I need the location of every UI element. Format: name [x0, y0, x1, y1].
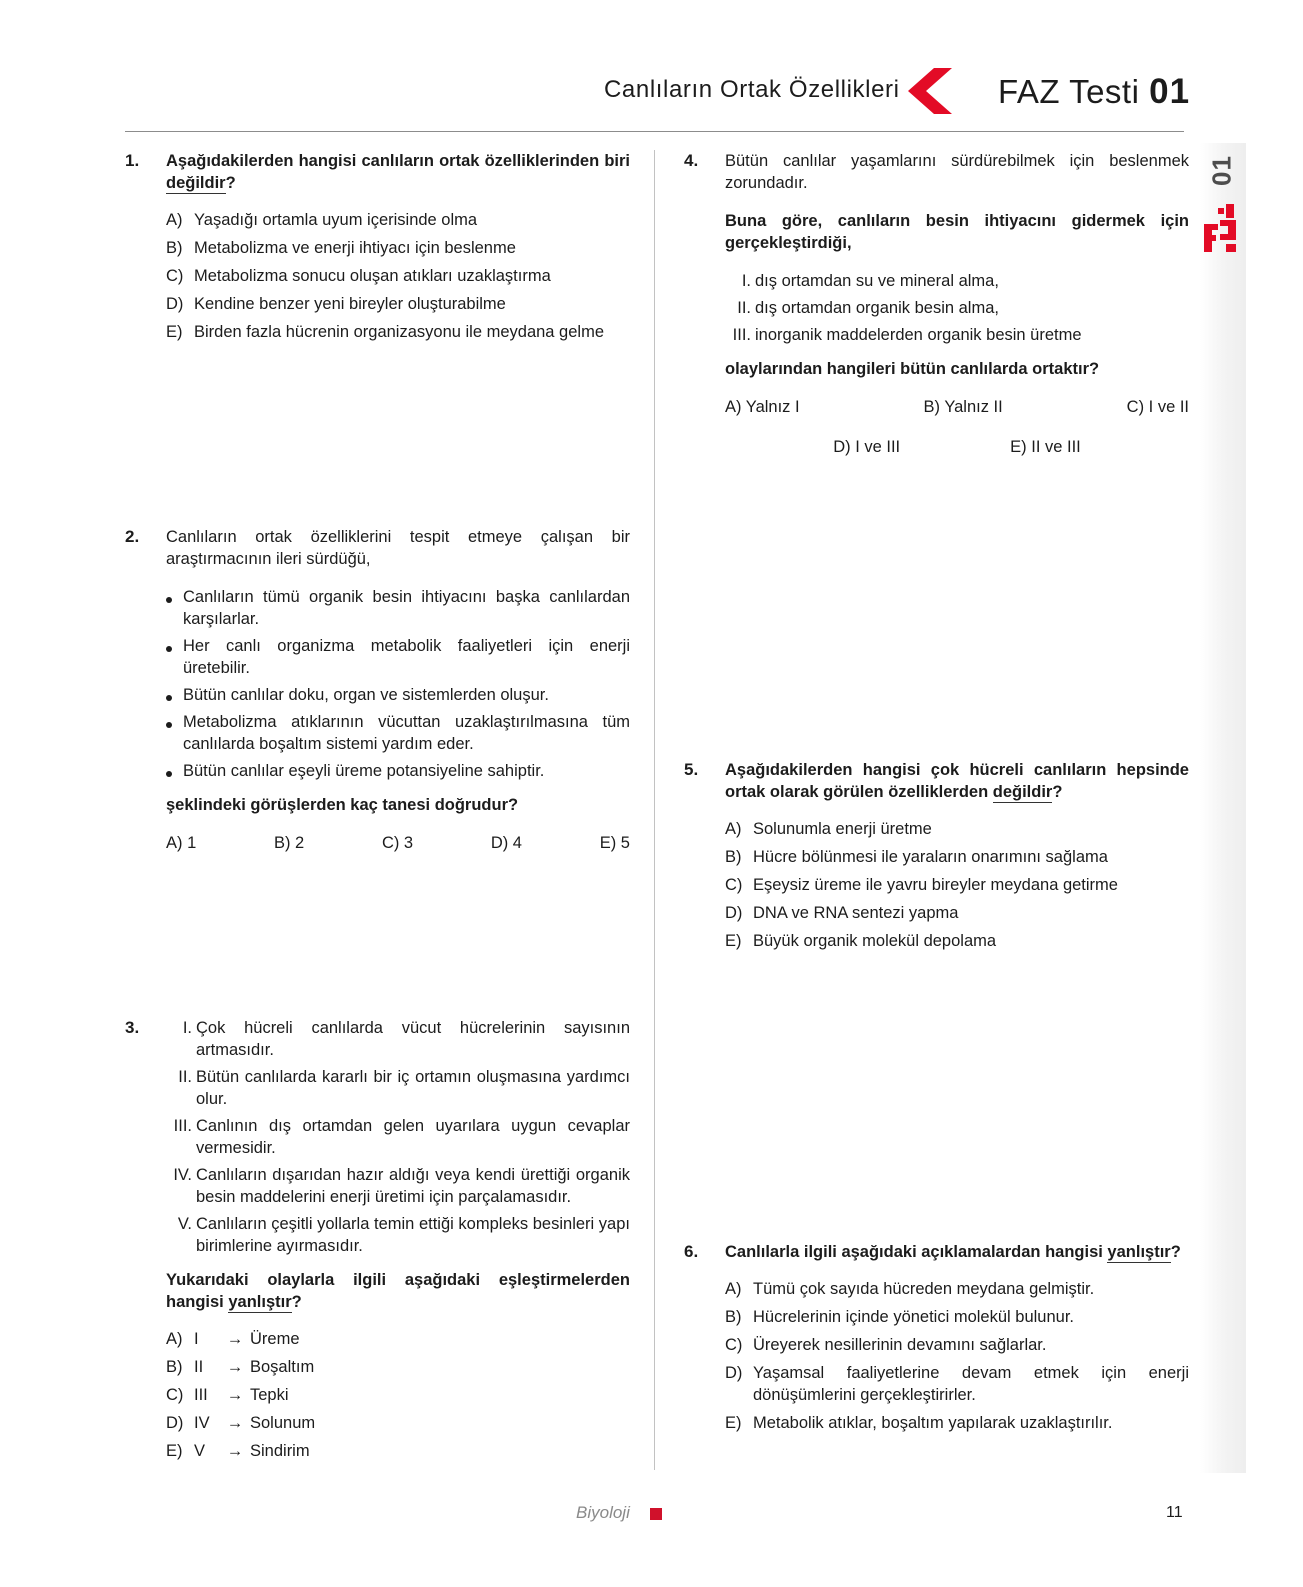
option-text: Birden fazla hücrenin organizasyonu ile meydana gelme [194, 323, 604, 341]
column-divider [654, 150, 655, 1470]
answer-option-e[interactable]: E) II ve III [1010, 438, 1081, 456]
stem-emphasis: yanlıştır [1107, 1243, 1171, 1261]
option-text: Tümü çok sayıda hücreden meydana gelmiştir. [753, 1280, 1095, 1298]
option-text: Metabolik atıklar, boşaltım yapılarak uzaklaştırılır. [753, 1414, 1113, 1432]
header-divider [125, 131, 1184, 132]
statement-number: II. [737, 299, 751, 317]
arrow-right-icon: → [226, 1414, 244, 1432]
statement-item [166, 1213, 630, 1257]
answer-option-b[interactable] [725, 1306, 1189, 1334]
answer-option-d[interactable] [725, 902, 1189, 930]
answer-option-c[interactable] [725, 1334, 1189, 1362]
question-number: 2. [125, 527, 140, 546]
side-tab [1200, 143, 1246, 1473]
claim-item: Bütün canlılar doku, organ ve sistemlerden oluşur. [166, 684, 630, 706]
question-number: 3. [125, 1018, 140, 1037]
statement-item [166, 1115, 630, 1159]
option-letter: A) [166, 211, 183, 229]
stem-text: ? [225, 174, 236, 192]
stem-emphasis: değildir [166, 174, 226, 192]
stem-text: Aşağıdakilerden hangisi canlıların ortak özelliklerinden biri [166, 152, 630, 170]
answer-option-d[interactable]: D) 4 [490, 834, 522, 852]
test-number: 01 [1149, 72, 1191, 111]
answer-option-c[interactable] [725, 874, 1189, 902]
claim-item: Canlıların tümü organik besin ihtiyacını başka canlılardan karşılarlar. [166, 586, 630, 630]
option-roman: V [194, 1442, 206, 1460]
option-letter: B) [166, 1358, 183, 1376]
answer-option-e[interactable] [166, 321, 630, 349]
question-stem [725, 759, 1189, 803]
answer-option-a[interactable]: A) 1 [166, 834, 197, 852]
stem-text: ? [1170, 1243, 1181, 1261]
option-letter: C) [166, 1386, 184, 1404]
answer-option-a[interactable] [725, 818, 1189, 846]
question-stem [725, 1241, 1189, 1263]
answer-option-e[interactable]: E) 5 [599, 834, 630, 852]
answer-option-a[interactable] [725, 1278, 1189, 1306]
option-text: Yaşamsal faaliyetlerine devam etmek için enerji dönüşümlerini gerçekleştirirler. [753, 1364, 1189, 1404]
question-body [166, 526, 630, 854]
statement-number: I. [182, 1019, 192, 1037]
option-text: Hücrelerinin içinde yönetici molekül bulunur. [753, 1308, 1075, 1326]
statement-text: Canlının dış ortamdan gelen uyarılara uygun cevaplar vermesidir. [196, 1117, 630, 1157]
statement-list [166, 1017, 630, 1257]
section-title: Canlıların Ortak Özellikleri [604, 76, 900, 103]
statement-item [725, 270, 1189, 292]
option-text: Tepki [250, 1386, 289, 1404]
statement-number: III. [173, 1117, 192, 1135]
option-text: Eşeysiz üreme ile yavru bireyler meydana getirme [753, 876, 1118, 894]
answer-options [725, 818, 1189, 958]
option-letter: A) [725, 1280, 742, 1298]
answer-option-b[interactable]: B) Yalnız II [923, 398, 1003, 416]
footer-subject: Biyoloji [576, 1503, 630, 1522]
answer-option-e[interactable] [725, 1412, 1189, 1440]
option-text: Üreyerek nesillerinin devamını sağlarlar. [753, 1336, 1047, 1354]
statement-item [166, 1017, 630, 1061]
option-letter: C) [725, 1336, 743, 1354]
option-text: Hücre bölünmesi ile yaraların onarımını sağlama [753, 848, 1108, 866]
question-intro: Canlıların ortak özelliklerini tespit etmeye çalışan bir araştırmacının ileri sürdüğü, [166, 528, 630, 568]
option-letter: D) [166, 1414, 184, 1432]
answer-options-row1 [725, 396, 1189, 418]
question-body [725, 1241, 1189, 1440]
statement-number: II. [178, 1068, 192, 1086]
stem-text: ? [291, 1293, 302, 1311]
option-letter: D) [166, 295, 184, 313]
option-letter: A) [166, 1330, 183, 1348]
statement-text: inorganik maddelerden organik besin üretme [755, 326, 1082, 344]
option-roman: II [194, 1358, 204, 1376]
test-title [998, 72, 1190, 112]
option-letter: D) [725, 904, 743, 922]
answer-options [166, 832, 630, 854]
question-body [725, 759, 1189, 958]
question-number: 5. [684, 760, 699, 779]
answer-option-d[interactable] [725, 1362, 1189, 1406]
side-tab-number: 01 [1206, 155, 1237, 186]
statement-text: Canlıların çeşitli yollarla temin ettiği kompleks besinleri yapı birimlerine ayırmasıdır. [196, 1215, 630, 1255]
stem-emphasis: değildir [992, 783, 1053, 801]
answer-option-b[interactable] [725, 846, 1189, 874]
answer-options-row2 [725, 436, 1189, 458]
answer-options [725, 1278, 1189, 1440]
answer-option-e[interactable] [725, 930, 1189, 958]
statement-item [725, 297, 1189, 319]
statement-number: III. [732, 326, 751, 344]
question-number: 4. [684, 151, 699, 170]
answer-option-d[interactable] [166, 293, 630, 321]
option-text: Büyük organik molekül depolama [753, 932, 997, 950]
statement-text: dış ortamdan su ve mineral alma, [755, 272, 999, 290]
answer-option-c[interactable] [166, 265, 630, 293]
option-letter: D) [725, 1364, 743, 1382]
option-letter: B) [725, 848, 742, 866]
answer-option-a[interactable] [166, 1328, 630, 1356]
page-number: 11 [1166, 1504, 1183, 1521]
option-letter: E) [166, 1442, 183, 1460]
answer-option-d[interactable]: D) I ve III [833, 438, 901, 456]
stem-emphasis: yanlıştır [228, 1293, 292, 1311]
statement-text: Çok hücreli canlılarda vücut hücrelerinin sayısının artmasıdır. [196, 1019, 630, 1059]
claim-item: Her canlı organizma metabolik faaliyetleri için enerji üretebilir. [166, 635, 630, 679]
answer-option-b[interactable] [166, 237, 630, 265]
question-body [166, 150, 630, 349]
answer-option-d[interactable] [166, 1412, 630, 1440]
option-text: Boşaltım [250, 1358, 315, 1376]
statement-number: I. [741, 272, 751, 290]
claim-item: Bütün canlılar eşeyli üreme potansiyeline sahiptir. [166, 760, 630, 782]
answer-option-b[interactable]: B) 2 [273, 834, 305, 852]
question-stem: Buna göre, canlıların besin ihtiyacını gidermek için gerçekleştirdiği, [725, 212, 1189, 252]
answer-option-c[interactable]: C) 3 [381, 834, 414, 852]
option-letter: C) [725, 876, 743, 894]
option-roman: III [194, 1386, 208, 1404]
option-letter: C) [166, 267, 184, 285]
question-stem: şeklindeki görüşlerden kaç tanesi doğrudur? [166, 796, 519, 814]
claims-list [166, 586, 630, 782]
option-text: Kendine benzer yeni bireyler oluşturabilme [194, 295, 506, 313]
statement-text: dış ortamdan organik besin alma, [755, 299, 999, 317]
question-number: 1. [125, 151, 140, 170]
stem-text: ? [1052, 783, 1063, 801]
question-body [166, 1017, 630, 1468]
statement-number: IV. [173, 1166, 192, 1184]
option-text: DNA ve RNA sentezi yapma [753, 904, 959, 922]
answer-option-b[interactable] [166, 1356, 630, 1384]
answer-options [166, 209, 630, 349]
statement-item [725, 324, 1189, 346]
option-text: Solunum [250, 1414, 316, 1432]
arrow-right-icon: → [226, 1330, 244, 1348]
answer-option-e[interactable] [166, 1440, 630, 1468]
question-stem [166, 1269, 630, 1313]
stem-text: Canlılarla ilgili aşağıdaki açıklamalardan hangisi [725, 1243, 1108, 1261]
option-roman: I [194, 1330, 199, 1348]
question-body [725, 150, 1189, 458]
option-text: Sindirim [250, 1442, 310, 1460]
test-label: FAZ Testi [998, 73, 1140, 110]
claim-item: Metabolizma atıklarının vücuttan uzaklaştırılmasına tüm canlılarda boşaltım sistemi yardım eder. [166, 711, 630, 755]
question-intro: Bütün canlılar yaşamlarını sürdürebilmek için beslenmek zorundadır. [725, 152, 1189, 192]
statement-item [166, 1066, 630, 1110]
option-letter: A) [725, 820, 742, 838]
option-letter: E) [725, 1414, 742, 1432]
option-letter: E) [725, 932, 742, 950]
statement-text: Bütün canlılarda kararlı bir iç ortamın oluşmasına yardımcı olur. [196, 1068, 630, 1108]
option-text: Metabolizma sonucu oluşan atıkları uzaklaştırma [194, 267, 551, 285]
fez-logo-icon [1204, 202, 1238, 252]
question-number: 6. [684, 1242, 699, 1261]
statement-text: Canlıların dışarıdan hazır aldığı veya kendi ürettiği organik besin maddelerini enerji üretimi için parçalamasıdır. [196, 1166, 630, 1206]
question-stem [166, 150, 630, 194]
option-roman: IV [194, 1414, 210, 1432]
statement-number: V. [177, 1215, 192, 1233]
option-text: Yaşadığı ortamla uyum içerisinde olma [194, 211, 478, 229]
arrow-right-icon: → [226, 1386, 244, 1404]
option-text: Üreme [250, 1330, 300, 1348]
option-letter: B) [166, 239, 183, 257]
chevron-left-icon [906, 68, 952, 114]
answer-option-a[interactable]: A) Yalnız I [725, 398, 800, 416]
stem-text: Yukarıdaki olaylarla ilgili aşağıdaki eşleştirmelerden hangisi [166, 1271, 630, 1311]
answer-option-c[interactable]: C) I ve II [1126, 398, 1189, 416]
statement-item [166, 1164, 630, 1208]
question-stem: olaylarından hangileri bütün canlılarda ortaktır? [725, 360, 1100, 378]
stem-text: Aşağıdakilerden hangisi çok hücreli canlıların hepsinde ortak olarak görülen özelliklerden [725, 761, 1189, 801]
statement-list [725, 270, 1189, 346]
answer-option-c[interactable] [166, 1384, 630, 1412]
arrow-right-icon: → [226, 1358, 244, 1376]
option-text: Solunumla enerji üretme [753, 820, 932, 838]
option-text: Metabolizma ve enerji ihtiyacı için beslenme [194, 239, 516, 257]
arrow-right-icon: → [226, 1442, 244, 1460]
answer-options [166, 1328, 630, 1468]
answer-option-a[interactable] [166, 209, 630, 237]
footer-square-icon [650, 1508, 662, 1520]
option-letter: B) [725, 1308, 742, 1326]
option-letter: E) [166, 323, 183, 341]
